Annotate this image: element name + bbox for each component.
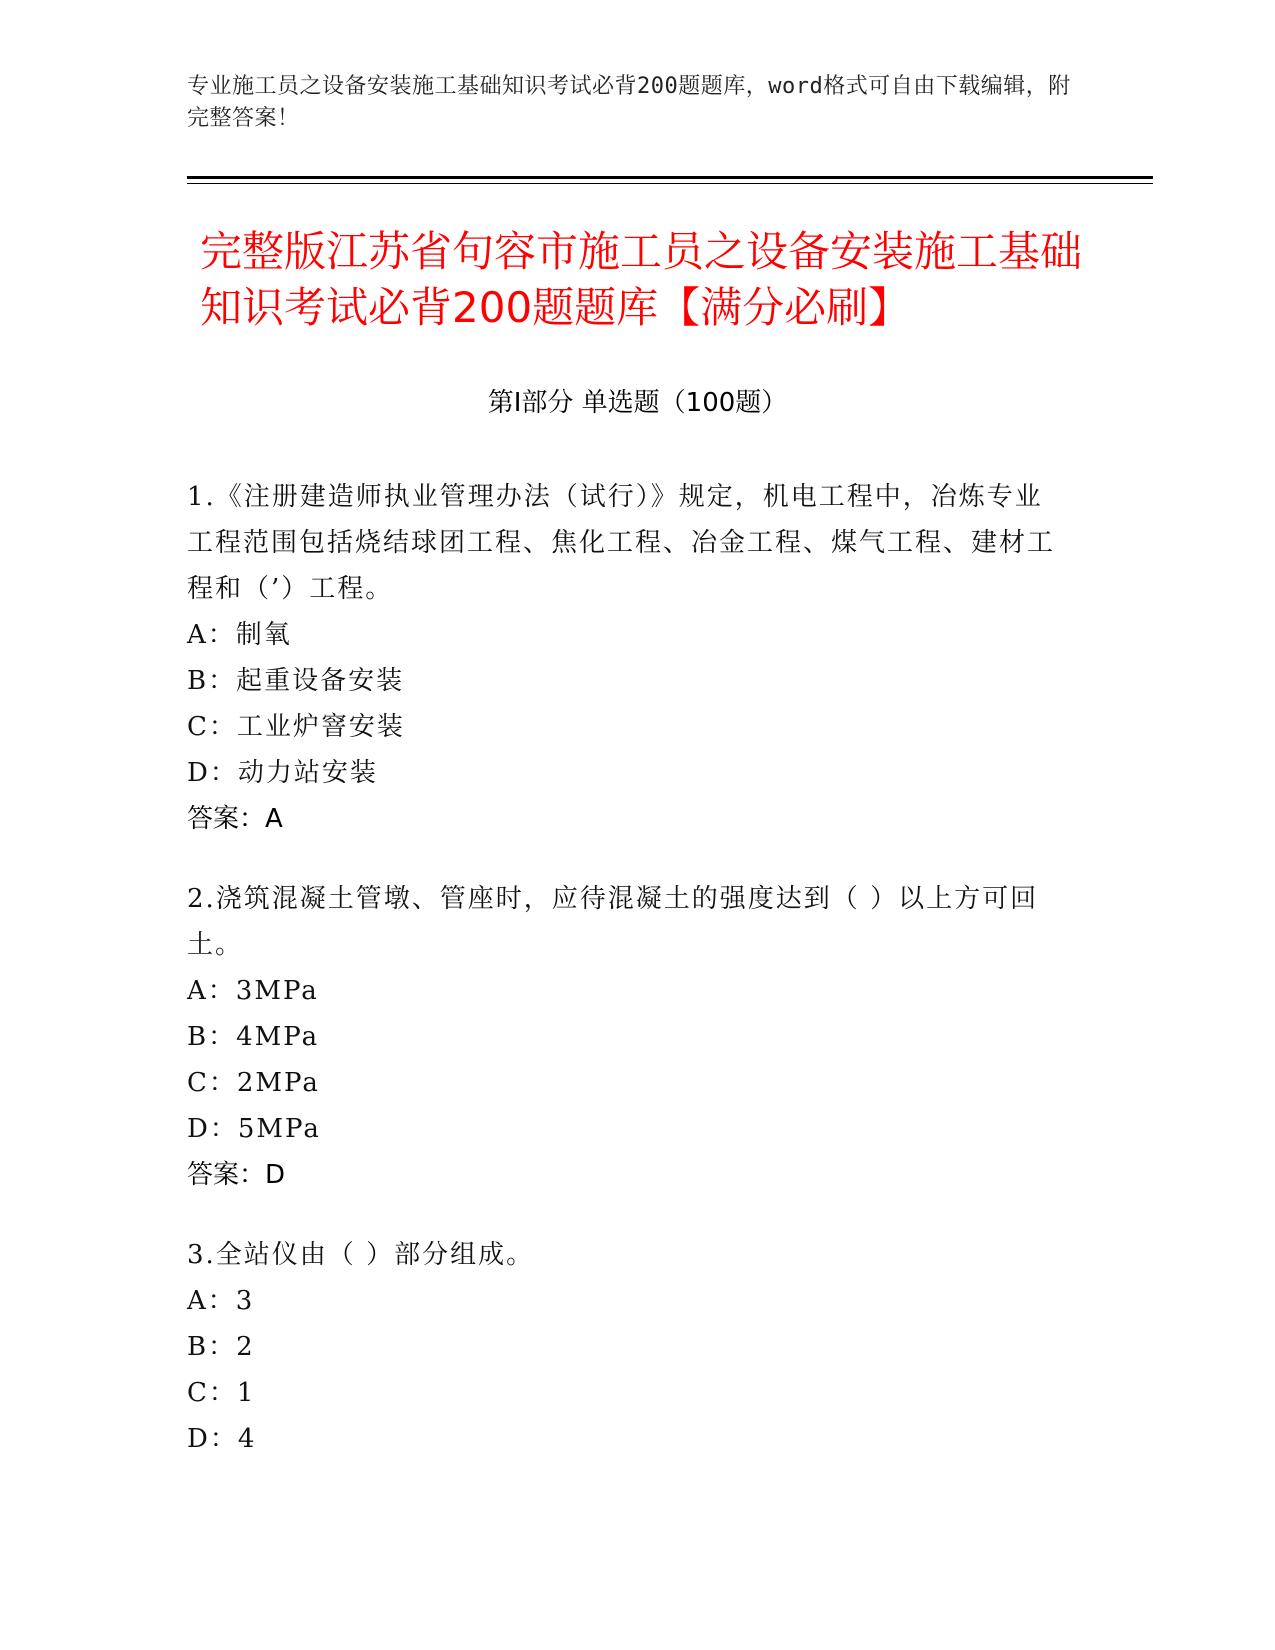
question-2: [187, 876, 1067, 1198]
section-title: 第I部分 单选题（100题）: [487, 388, 788, 418]
option-b: B：2: [187, 1332, 255, 1362]
header-divider-thin: [187, 183, 1153, 184]
option-a: A：3MPa: [187, 976, 319, 1006]
question-3: [187, 1232, 1067, 1462]
option-a: A：制氧: [187, 620, 292, 650]
option-a: A：3: [187, 1286, 255, 1316]
option-d: D：4: [187, 1424, 257, 1454]
option-c: C：工业炉窨安装: [187, 712, 405, 742]
document-title: 完整版江苏省句容市施工员之设备安装施工基础知识考试必背200题题库【满分必刷】: [200, 227, 1083, 332]
answer: 答案：A: [187, 804, 283, 834]
option-d: D：动力站安装: [187, 758, 378, 788]
question-stem: 1.《注册建造师执业管理办法（试行）》规定，机电工程中，冶炼专业工程范围包括烧结球团工程、焦化工程、冶金工程、煤气工程、建材工程和（’）工程。: [187, 482, 1056, 604]
option-c: C：2MPa: [187, 1068, 320, 1098]
option-d: D：5MPa: [187, 1114, 321, 1144]
header-divider-thick: [187, 176, 1153, 179]
answer: 答案：D: [187, 1160, 286, 1190]
option-b: B：起重设备安装: [187, 666, 405, 696]
option-b: B：4MPa: [187, 1022, 320, 1052]
header-note: 专业施工员之设备安装施工基础知识考试必背200题题库，word格式可自由下载编辑，附完整答案！: [187, 74, 1071, 131]
question-1: [187, 474, 1067, 842]
question-list: [187, 474, 1067, 1496]
question-stem: 2.浇筑混凝土管墩、管座时，应待混凝土的强度达到（ ）以上方可回土。: [187, 884, 1039, 960]
option-c: C：1: [187, 1378, 256, 1408]
question-stem: 3.全站仪由（ ）部分组成。: [187, 1240, 535, 1270]
